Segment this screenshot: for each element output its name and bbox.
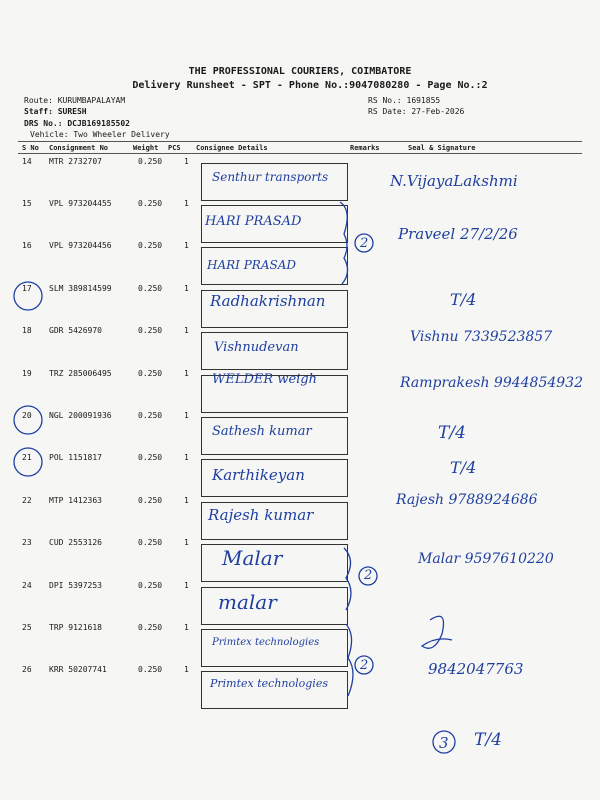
bracket-mark <box>346 624 353 696</box>
signature-handwriting: T/4 <box>438 423 466 443</box>
row-serial-number: 17 <box>22 284 32 293</box>
row-serial-number: 20 <box>22 411 32 420</box>
consignee-handwriting: Radhakrishnan <box>210 292 326 310</box>
consignee-handwriting: WELDER weigh <box>212 372 317 387</box>
group-count-note: 2 <box>360 658 369 673</box>
row-serial-number: 18 <box>22 326 32 335</box>
row-weight: 0.250 <box>138 665 163 674</box>
consignee-handwriting: Karthikeyan <box>212 466 305 484</box>
group-count-note: 2 <box>360 236 369 251</box>
footer-circle-mark <box>433 731 455 753</box>
consignee-handwriting: Senthur transports <box>212 170 329 184</box>
col-pcs: PCS <box>168 144 181 152</box>
row-circle-mark <box>14 282 42 310</box>
runsheet-subtitle: Delivery Runsheet - SPT - Phone No.:9047080280 - Page No.:2 <box>132 80 488 91</box>
row-serial-number: 16 <box>22 241 32 250</box>
signature-handwriting: T/4 <box>450 458 477 477</box>
row-serial-number: 24 <box>22 581 32 590</box>
consignee-handwriting: malar <box>218 590 277 614</box>
row-consignment-number: SLM 389814599 <box>49 284 112 293</box>
row-consignment-number: MTP 1412363 <box>49 496 102 505</box>
row-serial-number: 21 <box>22 453 32 462</box>
group-circle-mark <box>355 656 373 674</box>
row-pieces: 1 <box>184 241 189 250</box>
row-consignment-number: MTR 2732707 <box>49 157 102 166</box>
row-consignment-number: TRZ 285006495 <box>49 369 112 378</box>
signature-handwriting: 9842047763 <box>428 660 524 678</box>
row-weight: 0.250 <box>138 623 163 632</box>
row-serial-number: 23 <box>22 538 32 547</box>
row-serial-number: 25 <box>22 623 32 632</box>
col-consignee: Consignee Details <box>196 144 268 152</box>
row-serial-number: 14 <box>22 157 32 166</box>
row-weight: 0.250 <box>138 326 163 335</box>
row-serial-number: 15 <box>22 199 32 208</box>
signature-handwriting: T/4 <box>450 290 477 309</box>
consignee-handwriting: Primtex technologies <box>210 677 328 690</box>
row-pieces: 1 <box>184 496 189 505</box>
col-weight: Weight <box>133 144 159 152</box>
row-weight: 0.250 <box>138 538 163 547</box>
signature-handwriting: Ramprakesh 9944854932 <box>400 375 583 391</box>
row-consignment-number: KRR 50207741 <box>49 665 107 674</box>
row-consignment-number: VPL 973204455 <box>49 199 112 208</box>
row-pieces: 1 <box>184 326 189 335</box>
consignee-handwriting: Vishnudevan <box>214 340 299 355</box>
row-circle-mark <box>14 448 42 476</box>
row-weight: 0.250 <box>138 453 163 462</box>
row-consignment-number: VPL 973204456 <box>49 241 112 250</box>
consignee-handwriting: Rajesh kumar <box>208 506 314 524</box>
row-weight: 0.250 <box>138 284 163 293</box>
row-pieces: 1 <box>184 581 189 590</box>
row-pieces: 1 <box>184 411 189 420</box>
route-label: Route: KURUMBAPALAYAM <box>24 96 126 105</box>
company-title: THE PROFESSIONAL COURIERS, COIMBATORE <box>188 66 412 77</box>
row-pieces: 1 <box>184 157 189 166</box>
signature-handwriting: Praveel 27/2/26 <box>398 225 518 243</box>
consignee-handwriting: Malar <box>222 546 283 570</box>
row-weight: 0.250 <box>138 369 163 378</box>
col-seal-signature: Seal & Signature <box>408 144 476 152</box>
row-pieces: 1 <box>184 284 189 293</box>
signature-handwriting: Rajesh 9788924686 <box>396 492 538 508</box>
row-circle-mark <box>14 406 42 434</box>
row-pieces: 1 <box>184 538 189 547</box>
row-consignment-number: TRP 9121618 <box>49 623 102 632</box>
row-consignment-number: NGL 200091936 <box>49 411 112 420</box>
row-weight: 0.250 <box>138 199 163 208</box>
consignee-handwriting: Primtex technologies <box>212 637 320 648</box>
scribble-signature <box>422 616 452 648</box>
consignee-handwriting: Sathesh kumar <box>212 424 312 439</box>
drs-label: DRS No.: DCJB169185502 <box>24 119 130 128</box>
row-pieces: 1 <box>184 623 189 632</box>
row-consignment-number: DPI 5397253 <box>49 581 102 590</box>
vehicle-label: Vehicle: Two Wheeler Delivery <box>30 130 170 139</box>
signature-handwriting: Malar 9597610220 <box>418 551 554 567</box>
consignee-handwriting: HARI PRASAD <box>205 214 302 229</box>
footer-count-note: 3 <box>439 734 449 752</box>
staff-label: Staff: SURESH <box>24 107 87 116</box>
footer-mark-note: T/4 <box>474 730 502 750</box>
row-weight: 0.250 <box>138 581 163 590</box>
row-weight: 0.250 <box>138 411 163 420</box>
row-weight: 0.250 <box>138 157 163 166</box>
bracket-mark <box>344 548 351 610</box>
row-pieces: 1 <box>184 665 189 674</box>
col-remarks: Remarks <box>350 144 380 152</box>
signature-handwriting: N.VijayaLakshmi <box>390 172 518 190</box>
col-consignment: Consignment No <box>49 144 109 152</box>
row-consignment-number: GDR 5426970 <box>49 326 102 335</box>
row-weight: 0.250 <box>138 496 163 505</box>
row-pieces: 1 <box>184 199 189 208</box>
rs-date-label: RS Date: 27-Feb-2026 <box>368 107 465 116</box>
row-pieces: 1 <box>184 369 189 378</box>
row-serial-number: 26 <box>22 665 32 674</box>
rs-no-label: RS No.: 1691855 <box>368 96 441 105</box>
consignee-handwriting: HARI PRASAD <box>207 258 297 272</box>
group-count-note: 2 <box>364 568 373 583</box>
row-consignment-number: POL 1151817 <box>49 453 102 462</box>
row-pieces: 1 <box>184 453 189 462</box>
row-weight: 0.250 <box>138 241 163 250</box>
col-sno: S No <box>22 144 39 152</box>
row-serial-number: 19 <box>22 369 32 378</box>
signature-handwriting: Vishnu 7339523857 <box>410 329 553 345</box>
row-consignment-number: CUD 2553126 <box>49 538 102 547</box>
bracket-mark <box>340 202 348 284</box>
row-serial-number: 22 <box>22 496 32 505</box>
group-circle-mark <box>355 234 373 252</box>
group-circle-mark <box>359 567 377 585</box>
